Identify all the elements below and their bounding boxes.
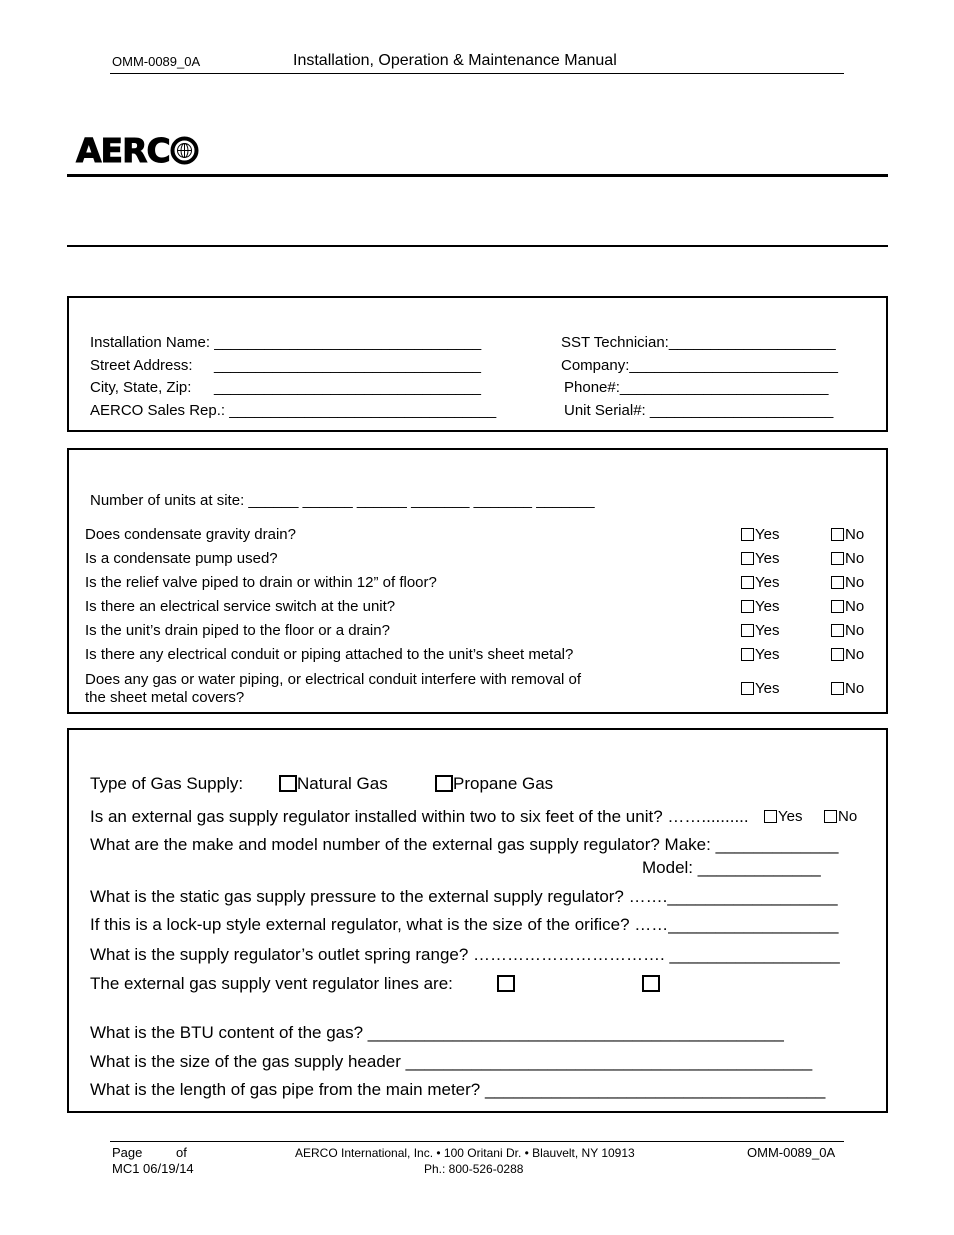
question-text-line2: the sheet metal covers? xyxy=(85,689,245,706)
footer-doc-code: OMM-0089_0A xyxy=(747,1145,836,1160)
company-field[interactable]: Company:_________________________ xyxy=(561,357,838,374)
no-checkbox[interactable] xyxy=(831,682,844,695)
no-label: No xyxy=(845,622,865,639)
footer-revision: MC1 06/19/14 xyxy=(112,1161,194,1176)
no-checkbox[interactable] xyxy=(831,648,844,661)
header-title: Installation, Operation & Maintenance Manual xyxy=(293,52,617,69)
site-info-box xyxy=(67,296,888,432)
question-text: Is the unit’s drain piped to the floor or a drain? xyxy=(85,622,390,639)
yes-checkbox[interactable] xyxy=(741,528,754,541)
vent-option-2-checkbox[interactable] xyxy=(642,975,660,992)
orifice-size-field[interactable]: If this is a lock-up style external regulator, what is the size of the orifice? ……__________________ xyxy=(90,915,839,934)
street-address-field[interactable]: ________________________________ xyxy=(214,357,481,374)
city-state-zip-label: City, State, Zip: xyxy=(90,379,192,396)
regulator-yes-checkbox[interactable] xyxy=(764,810,777,823)
btu-content-field[interactable]: What is the BTU content of the gas? ____________________________________________ xyxy=(90,1023,784,1042)
regulator-no-label: No xyxy=(838,808,858,825)
yes-label: Yes xyxy=(755,574,780,591)
units-count-field[interactable]: Number of units at site: ______ ______ ______ _______ _______ _______ xyxy=(90,492,595,509)
street-address-label: Street Address: xyxy=(90,357,193,374)
propane-gas-label: Propane Gas xyxy=(453,774,554,793)
footer-rule xyxy=(110,1141,844,1142)
no-checkbox[interactable] xyxy=(831,624,844,637)
units-box xyxy=(67,448,888,714)
no-checkbox[interactable] xyxy=(831,528,844,541)
unit-serial-field[interactable]: Unit Serial#: ______________________ xyxy=(564,402,834,419)
regulator-make-field[interactable]: What are the make and model number of the external gas supply regulator? Make: _____________ xyxy=(90,835,839,854)
yes-label: Yes xyxy=(755,680,780,697)
question-text: Does condensate gravity drain? xyxy=(85,526,296,543)
no-label: No xyxy=(845,526,865,543)
yes-label: Yes xyxy=(755,646,780,663)
no-label: No xyxy=(845,550,865,567)
section-rule xyxy=(67,245,888,247)
question-text: Is there any electrical conduit or piping attached to the unit’s sheet metal? xyxy=(85,646,574,663)
pipe-length-field[interactable]: What is the length of gas pipe from the main meter? ____________________________________ xyxy=(90,1080,826,1099)
regulator-question: Is an external gas supply regulator installed within two to six feet of the unit? …….......... xyxy=(90,807,749,826)
logo-rule xyxy=(67,174,888,177)
installation-name-field[interactable]: Installation Name: ________________________________ xyxy=(90,334,482,351)
natural-gas-label: Natural Gas xyxy=(297,774,388,793)
no-label: No xyxy=(845,598,865,615)
question-text: Is the relief valve piped to drain or within 12” of floor? xyxy=(85,574,437,591)
footer-of-label: of xyxy=(176,1145,187,1160)
city-state-zip-field[interactable]: ________________________________ xyxy=(214,379,481,396)
yes-label: Yes xyxy=(755,550,780,567)
regulator-no-checkbox[interactable] xyxy=(824,810,837,823)
yes-checkbox[interactable] xyxy=(741,624,754,637)
vent-option-1-checkbox[interactable] xyxy=(497,975,515,992)
sales-rep-field[interactable]: AERCO Sales Rep.: ________________________________ xyxy=(90,402,497,419)
regulator-yes-label: Yes xyxy=(778,808,803,825)
sst-technician-field[interactable]: SST Technician:____________________ xyxy=(561,334,836,351)
static-pressure-field[interactable]: What is the static gas supply pressure to the external supply regulator? …….__________________ xyxy=(90,887,838,906)
regulator-model-field[interactable]: Model: _____________ xyxy=(642,858,821,877)
yes-label: Yes xyxy=(755,526,780,543)
yes-checkbox[interactable] xyxy=(741,648,754,661)
no-checkbox[interactable] xyxy=(831,552,844,565)
yes-checkbox[interactable] xyxy=(741,682,754,695)
question-text: Is there an electrical service switch at the unit? xyxy=(85,598,396,615)
logo-text: AERC xyxy=(76,131,170,170)
aerco-logo xyxy=(76,131,199,170)
footer-address: AERCO International, Inc. • 100 Oritani Dr. • Blauvelt, NY 10913 xyxy=(295,1146,635,1160)
spring-range-field[interactable]: What is the supply regulator’s outlet spring range? ……………………………. __________________ xyxy=(90,945,840,964)
gas-supply-box xyxy=(67,728,888,1113)
gas-type-label: Type of Gas Supply: xyxy=(90,774,244,793)
no-checkbox[interactable] xyxy=(831,576,844,589)
header-rule xyxy=(110,73,844,74)
footer-phone: Ph.: 800-526-0288 xyxy=(424,1162,524,1176)
no-checkbox[interactable] xyxy=(831,600,844,613)
yes-label: Yes xyxy=(755,598,780,615)
vent-lines-label: The external gas supply vent regulator lines are: xyxy=(90,974,453,993)
globe-icon xyxy=(170,136,199,165)
phone-field[interactable]: Phone#:_________________________ xyxy=(564,379,829,396)
no-label: No xyxy=(845,646,865,663)
footer-page-label: Page xyxy=(112,1145,143,1160)
supply-header-field[interactable]: What is the size of the gas supply header ___________________________________________ xyxy=(90,1052,813,1071)
propane-gas-checkbox[interactable] xyxy=(435,775,453,792)
yes-checkbox[interactable] xyxy=(741,576,754,589)
question-text-line1: Does any gas or water piping, or electrical conduit interfere with removal of xyxy=(85,671,582,688)
yes-checkbox[interactable] xyxy=(741,600,754,613)
yes-checkbox[interactable] xyxy=(741,552,754,565)
no-label: No xyxy=(845,680,865,697)
header-doc-code: OMM-0089_0A xyxy=(112,54,201,69)
question-text: Is a condensate pump used? xyxy=(85,550,278,567)
natural-gas-checkbox[interactable] xyxy=(279,775,297,792)
no-label: No xyxy=(845,574,865,591)
yes-label: Yes xyxy=(755,622,780,639)
